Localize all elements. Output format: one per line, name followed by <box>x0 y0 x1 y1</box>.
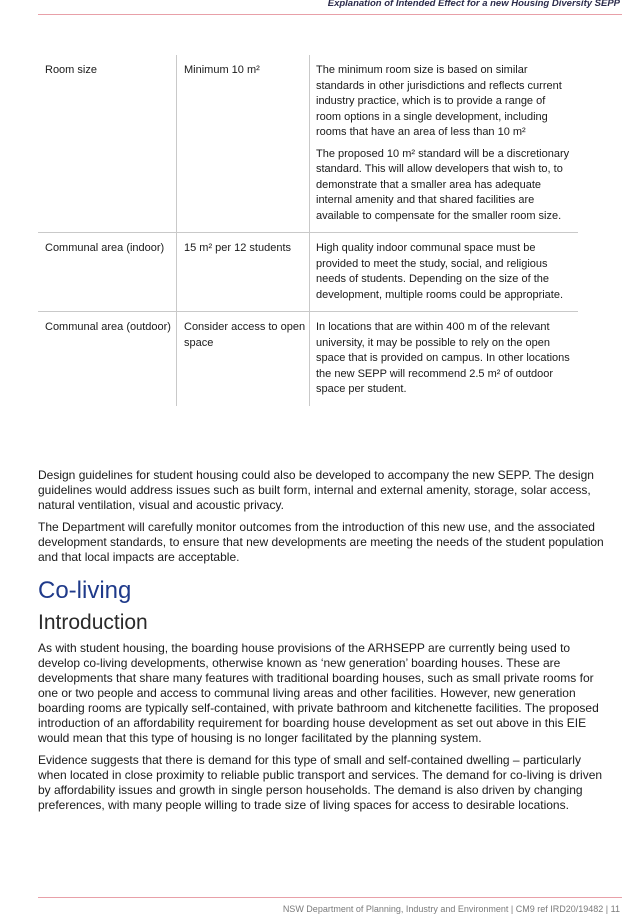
table-cell-item: Communal area (outdoor) <box>38 312 177 406</box>
explanation-paragraph: The proposed 10 m² standard will be a discretionary standard. This will allow developers that wish to, to demonstrate that a smaller area has adequate internal amenity and that shared facilities are available to compensate for the smaller room size. <box>316 147 570 222</box>
footer-divider <box>38 897 622 898</box>
header-divider <box>38 14 622 15</box>
section-text-block <box>38 641 606 820</box>
explanation-paragraph: High quality indoor communal space must be provided to meet the study, social, and religious needs of students. Depending on the size of the development, multiple rooms could be appropriate. <box>316 242 564 301</box>
body-paragraph: As with student housing, the boarding house provisions of the ARHSEPP are currently being used to develop co-living developments, otherwise known as ‘new generation’ boarding houses. These are developments that share many features with traditional boarding houses, such as small private rooms for one or two people and access to communal living areas and other facilities. However, new generation boarding rooms are typically self-contained, with private bathroom and kitchenette facilities. The proposed introduction of an affordability requirement for boarding house development as set out above in this EIE would mean that this type of housing is no longer facilitated by the planning system. <box>38 641 599 745</box>
table-cell-standard: Minimum 10 m² <box>177 55 310 232</box>
page-footer: NSW Department of Planning, Industry and Environment | CM9 ref IRD20/19482 | 11 <box>282 904 620 914</box>
table-row <box>38 312 578 406</box>
table-cell-item: Room size <box>38 55 177 232</box>
table-cell-standard: Consider access to open space <box>177 312 310 406</box>
table-cell-explanation <box>310 233 578 311</box>
table-row <box>38 233 578 312</box>
body-paragraph: Design guidelines for student housing could also be developed to accompany the new SEPP. The design guidelines would address issues such as built form, internal and external amenity, storage, solar access, natural ventilation, visual and acoustic privacy. <box>38 468 594 512</box>
standards-table <box>38 55 578 406</box>
body-text-block <box>38 468 606 572</box>
body-paragraph: The Department will carefully monitor outcomes from the introduction of this new use, and the associated development standards, to ensure that new developments are meeting the needs of the student population and that local impacts are acceptable. <box>38 520 604 564</box>
table-row <box>38 55 578 233</box>
table-cell-explanation <box>310 312 578 406</box>
table-cell-item: Communal area (indoor) <box>38 233 177 311</box>
explanation-paragraph: In locations that are within 400 m of the relevant university, it may be possible to rely on the open space that is provided on campus. In other locations the new SEPP will recommend 2.5 m² of outdoor space per student. <box>316 321 570 395</box>
explanation-paragraph: The minimum room size is based on similar standards in other jurisdictions and reflects current industry practice, which is to provide a range of room options in a single development, including rooms that have an area of less than 10 m² <box>316 64 562 138</box>
section-heading: Co-living <box>38 577 132 604</box>
table-cell-explanation <box>310 55 578 232</box>
body-paragraph: Evidence suggests that there is demand for this type of small and self-contained dwelling – particularly when located in close proximity to reliable public transport and services. The demand for co-living is driven by affordability issues and growth in single person households. The demand is also driven by changing preferences, with many people willing to trade size of living spaces for access to desirable locations. <box>38 753 603 812</box>
table-cell-standard: 15 m² per 12 students <box>177 233 310 311</box>
document-title: Explanation of Intended Effect for a new Housing Diversity SEPP <box>327 0 620 9</box>
section-subheading: Introduction <box>38 611 148 634</box>
